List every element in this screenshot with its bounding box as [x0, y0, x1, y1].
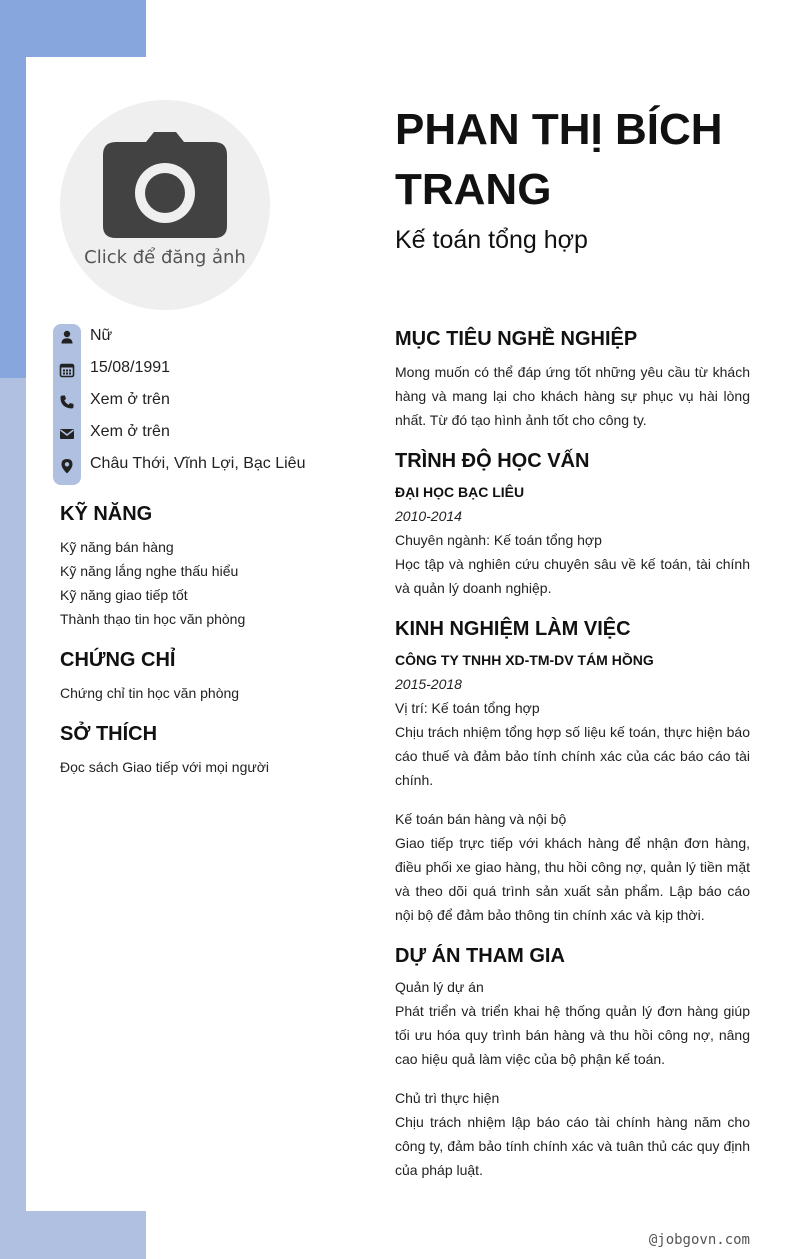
hobbies-heading: SỞ THÍCH [60, 723, 158, 745]
education-description: Học tập và nghiên cứu chuyên sâu về kế toán, tài chính và quản lý doanh nghiệp. [395, 556, 750, 596]
certificate-item: Chứng chỉ tin học văn phòng [60, 685, 240, 701]
experience-role-description: Giao tiếp trực tiếp với khách hàng để nhận đơn hàng, điều phối xe giao hàng, thu hồi công nợ, quản lý tiền mặt và theo dõi quá trình sản xuất sản phẩm. Lập báo cáo nội bộ để đảm bảo thông tin chính xác và kịp thời. [395, 835, 750, 923]
project-description: Phát triển và triển khai hệ thống quản lý đơn hàng giúp tối ưu hóa quy trình bán hàng và thu hồi công nợ, nâng cao hiệu quả làm việc của bộ phận kế toán. [395, 1003, 750, 1067]
education-school: ĐẠI HỌC BẠC LIÊU [395, 484, 525, 500]
experience-company: CÔNG TY TNHH XD-TM-DV TÁM HỒNG [395, 652, 654, 668]
experience-description: Chịu trách nhiệm tổng hợp số liệu kế toán, thực hiện báo cáo thuế và đảm bảo tính chính xác của các báo cáo tài chính. [395, 724, 750, 788]
skill-item: Thành thạo tin học văn phòng [60, 611, 246, 627]
skill-item: Kỹ năng bán hàng [60, 539, 174, 555]
project-role: Chủ trì thực hiện [395, 1090, 500, 1106]
certificates-heading: CHỨNG CHỈ [60, 649, 176, 671]
objective-section [395, 326, 750, 432]
experience-heading: KINH NGHIỆM LÀM VIỆC [395, 618, 631, 640]
education-section [395, 448, 750, 600]
skills-heading: KỸ NĂNG [60, 503, 153, 525]
project-description: Chịu trách nhiệm lập báo cáo tài chính hàng năm cho công ty, đảm bảo tính chính xác và tuân thủ các quy định của pháp luật. [395, 1114, 750, 1178]
projects-heading: DỰ ÁN THAM GIA [395, 945, 565, 967]
project-role: Quản lý dự án [395, 979, 484, 995]
education-heading: TRÌNH ĐỘ HỌC VẤN [395, 450, 590, 472]
contact-address: Châu Thới, Vĩnh Lợi, Bạc Liêu [90, 455, 306, 472]
skill-item: Kỹ năng giao tiếp tốt [60, 587, 188, 603]
site-watermark: @jobgovn.com [648, 1232, 750, 1248]
candidate-name: PHAN THỊ BÍCH TRANG [395, 105, 723, 214]
objective-text: Mong muốn có thể đáp ứng tốt những yêu cầu từ khách hàng và mang lại cho khách hàng sự phục vụ hài lòng nhất. Từ đó tạo hình ảnh tốt cho công ty. [395, 364, 750, 428]
photo-upload-caption: Click để đăng ảnh [84, 247, 246, 268]
skill-item: Kỹ năng lắng nghe thấu hiểu [60, 563, 239, 579]
phone-icon [59, 394, 75, 410]
location-pin-icon [59, 458, 75, 474]
experience-position: Vị trí: Kế toán tổng hợp [395, 700, 540, 716]
job-title: Kế toán tổng hợp [395, 226, 588, 254]
contact-gender: Nữ [90, 327, 113, 344]
hobbies-text: Đọc sách Giao tiếp với mọi người [60, 759, 270, 775]
photo-upload[interactable] [60, 100, 270, 310]
projects-section [395, 943, 750, 1182]
education-major: Chuyên ngành: Kế toán tổng hợp [395, 532, 602, 548]
experience-period: 2015-2018 [395, 676, 462, 692]
email-icon [59, 426, 75, 442]
camera-icon [102, 130, 228, 240]
contact-phone: Xem ở trên [90, 391, 170, 408]
experience-role: Kế toán bán hàng và nội bộ [395, 811, 567, 827]
experience-section [395, 616, 750, 927]
contact-email: Xem ở trên [90, 423, 170, 440]
person-icon [59, 329, 75, 345]
objective-heading: MỤC TIÊU NGHỀ NGHIỆP [395, 328, 638, 350]
calendar-icon [59, 362, 75, 378]
education-period: 2010-2014 [395, 508, 462, 524]
contact-birthday: 15/08/1991 [90, 359, 171, 376]
